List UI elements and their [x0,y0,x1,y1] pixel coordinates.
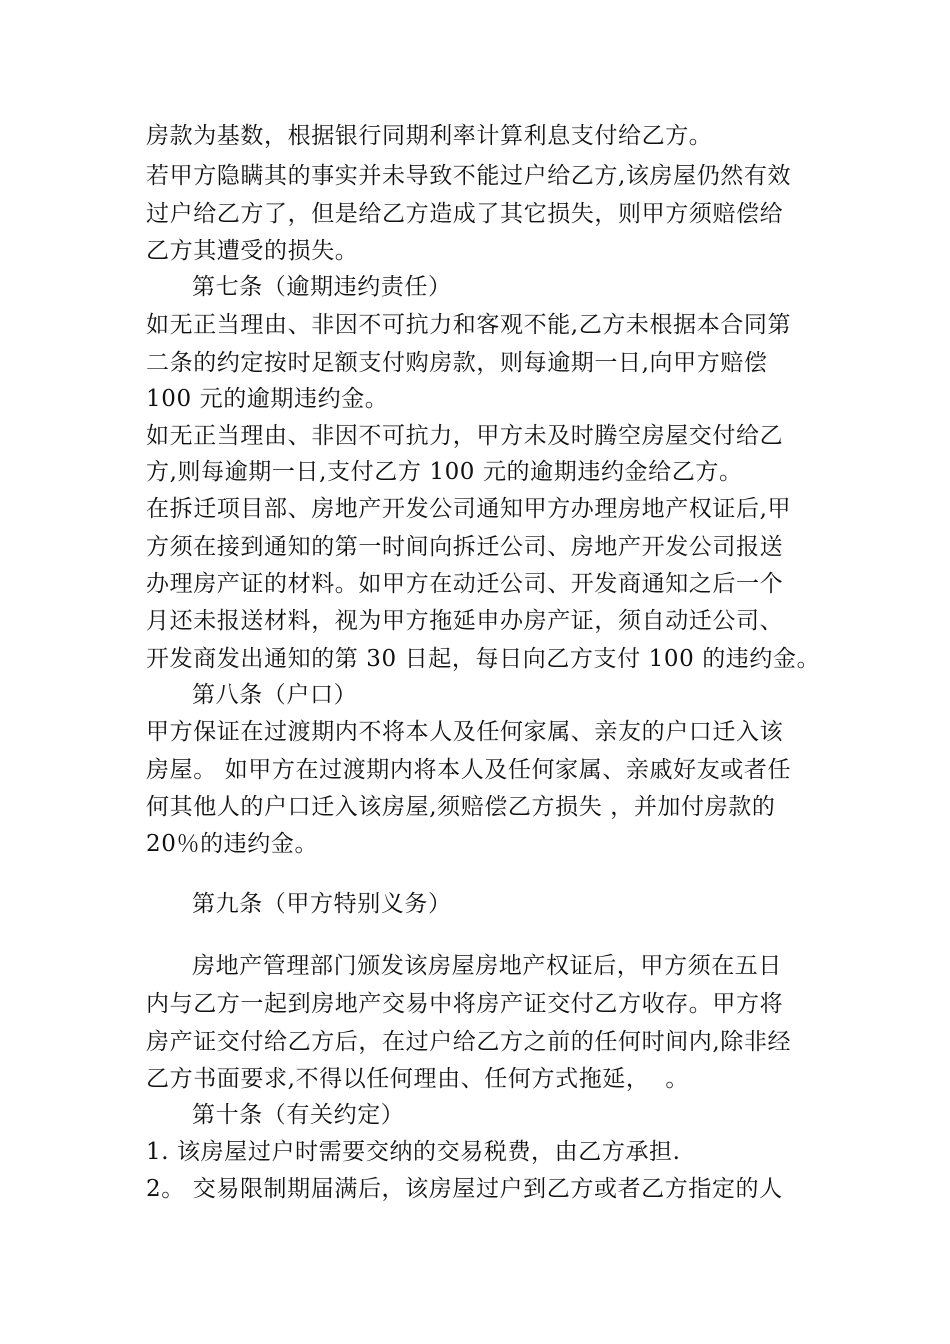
list-item-2: 2。 交易限制期届满后，该房屋过户到乙方或者乙方指定的人 [146,1176,783,1202]
text-line: 开发商发出通知的第 30 日起，每日向乙方支付 100 的违约金。 [146,646,821,672]
text-line: 乙方其遭受的损失。 [146,238,359,264]
text-line: 房屋。 如甲方在过渡期内将本人及任何家属、亲戚好友或者任 [146,757,792,783]
text-line: 如无正当理由、非因不可抗力和客观不能,乙方未根据本合同第 [146,312,792,338]
section-heading-7: 第七条（逾期违约责任） [192,274,452,300]
text-line: 如无正当理由、非因不可抗力，甲方未及时腾空房屋交付给乙 [146,423,784,449]
text-line: 乙方书面要求,不得以任何理由、任何方式拖延， 。 [146,1066,689,1092]
text-line: 方,则每逾期一日,支付乙方 100 元的逾期违约金给乙方。 [146,459,743,485]
text-line: 二条的约定按时足额支付购房款，则每逾期一日,向甲方赔偿 [146,350,768,376]
text-line: 20％的违约金。 [146,831,319,857]
text-line: 方须在接到通知的第一时间向拆迁公司、房地产开发公司报送 [146,534,784,560]
list-item-1: 1. 该房屋过户时需要交纳的交易税费，由乙方承担. [146,1139,681,1165]
text-line: 办理房产证的材料。如甲方在动迁公司、开发商通知之后一个 [146,571,784,597]
text-line: 房地产管理部门颁发该房屋房地产权证后，甲方须在五日 [192,953,782,979]
text-line: 甲方保证在过渡期内不将本人及任何家属、亲友的户口迁入该 [146,719,784,745]
text-line: 房款为基数，根据银行同期利率计算利息支付给乙方。 [146,123,713,149]
text-line: 月还未报送材料，视为甲方拖延申办房产证，须自动迁公司、 [146,608,784,634]
section-heading-8: 第八条（户口） [192,682,358,708]
text-line: 内与乙方一起到房地产交易中将房产证交付乙方收存。甲方将 [146,991,784,1017]
text-line: 若甲方隐瞒其的事实并未导致不能过户给乙方,该房屋仍然有效 [146,163,792,189]
text-line: 在拆迁项目部、房地产开发公司通知甲方办理房地产权证后,甲 [146,496,792,522]
text-line: 何其他人的户口迁入该房屋,须赔偿乙方损失 ，并加付房款的 [146,794,776,820]
text-line: 100 元的逾期违约金。 [146,386,389,412]
section-heading-10: 第十条（有关约定） [192,1102,405,1128]
text-line: 过户给乙方了，但是给乙方造成了其它损失，则甲方须赔偿给 [146,201,784,227]
section-heading-9: 第九条（甲方特别义务） [192,891,452,917]
text-line: 房产证交付给乙方后，在过户给乙方之前的任何时间内,除非经 [146,1029,792,1055]
